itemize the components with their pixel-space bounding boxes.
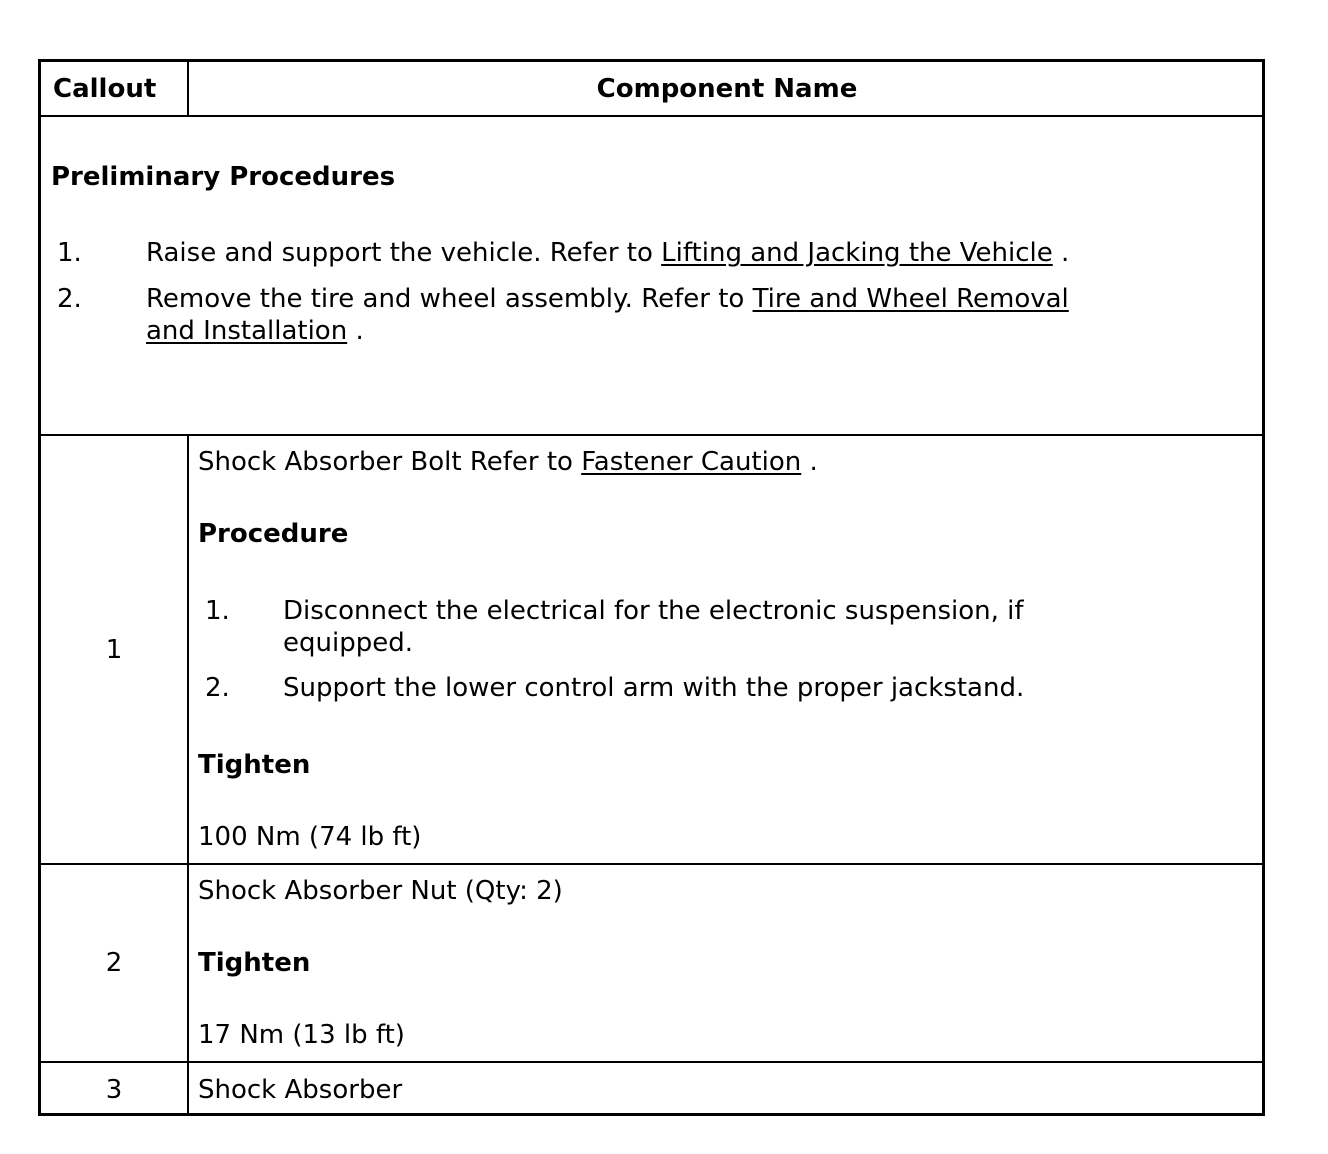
preliminary-title: Preliminary Procedures [51,162,396,192]
row-1-divider [41,863,1262,865]
prelim-step-1-number: 1. [57,238,82,268]
prelim-step-1-prefix: Raise and support the vehicle. Refer to [146,238,653,268]
prelim-step-2-number: 2. [57,284,82,314]
row-2-callout: 2 [105,948,123,978]
row-1-procedure-title: Procedure [198,519,349,549]
body-column-divider [187,434,189,1113]
prelim-step-2-suffix: . [355,316,364,346]
row-1-torque: 100 Nm (74 lb ft) [198,822,422,852]
row-1-step-1-number: 1. [205,596,230,626]
prelim-step-2-text-line2 [146,315,364,347]
lifting-jacking-link[interactable]: Lifting and Jacking the Vehicle [661,238,1053,268]
row-1-name-suffix: . [809,447,818,477]
row-2-name: Shock Absorber Nut (Qty: 2) [198,876,563,906]
row-1-step-1-line1: Disconnect the electrical for the electronic suspension, if [283,596,1024,626]
row-2-torque: 17 Nm (13 lb ft) [198,1020,405,1050]
prelim-step-2-prefix: Remove the tire and wheel assembly. Refer to [146,284,745,314]
row-1-step-1-line2: equipped. [283,628,413,658]
row-2-divider [41,1061,1262,1063]
row-1-tighten-title: Tighten [198,750,311,780]
row-1-step-2-number: 2. [205,673,230,703]
row-1-name-prefix: Shock Absorber Bolt Refer to [198,447,573,477]
component-table [38,59,1265,1116]
header-divider [41,115,1262,117]
row-2-tighten-title: Tighten [198,948,311,978]
preliminary-divider [41,434,1262,436]
row-3-name: Shock Absorber [198,1075,403,1105]
tire-wheel-link-line2[interactable]: and Installation [146,316,348,346]
tire-wheel-link-line1[interactable]: Tire and Wheel Removal [752,284,1069,314]
row-3-callout: 3 [105,1075,123,1105]
fastener-caution-link[interactable]: Fastener Caution [581,447,802,477]
prelim-step-1-suffix: . [1061,238,1070,268]
row-1-name [198,446,818,478]
row-1-callout: 1 [105,635,123,665]
prelim-step-2-text [146,283,1069,315]
header-component-name: Component Name [596,74,858,104]
prelim-step-1-text [146,237,1069,269]
header-callout: Callout [53,74,157,104]
row-1-step-2-text: Support the lower control arm with the proper jackstand. [283,673,1025,703]
